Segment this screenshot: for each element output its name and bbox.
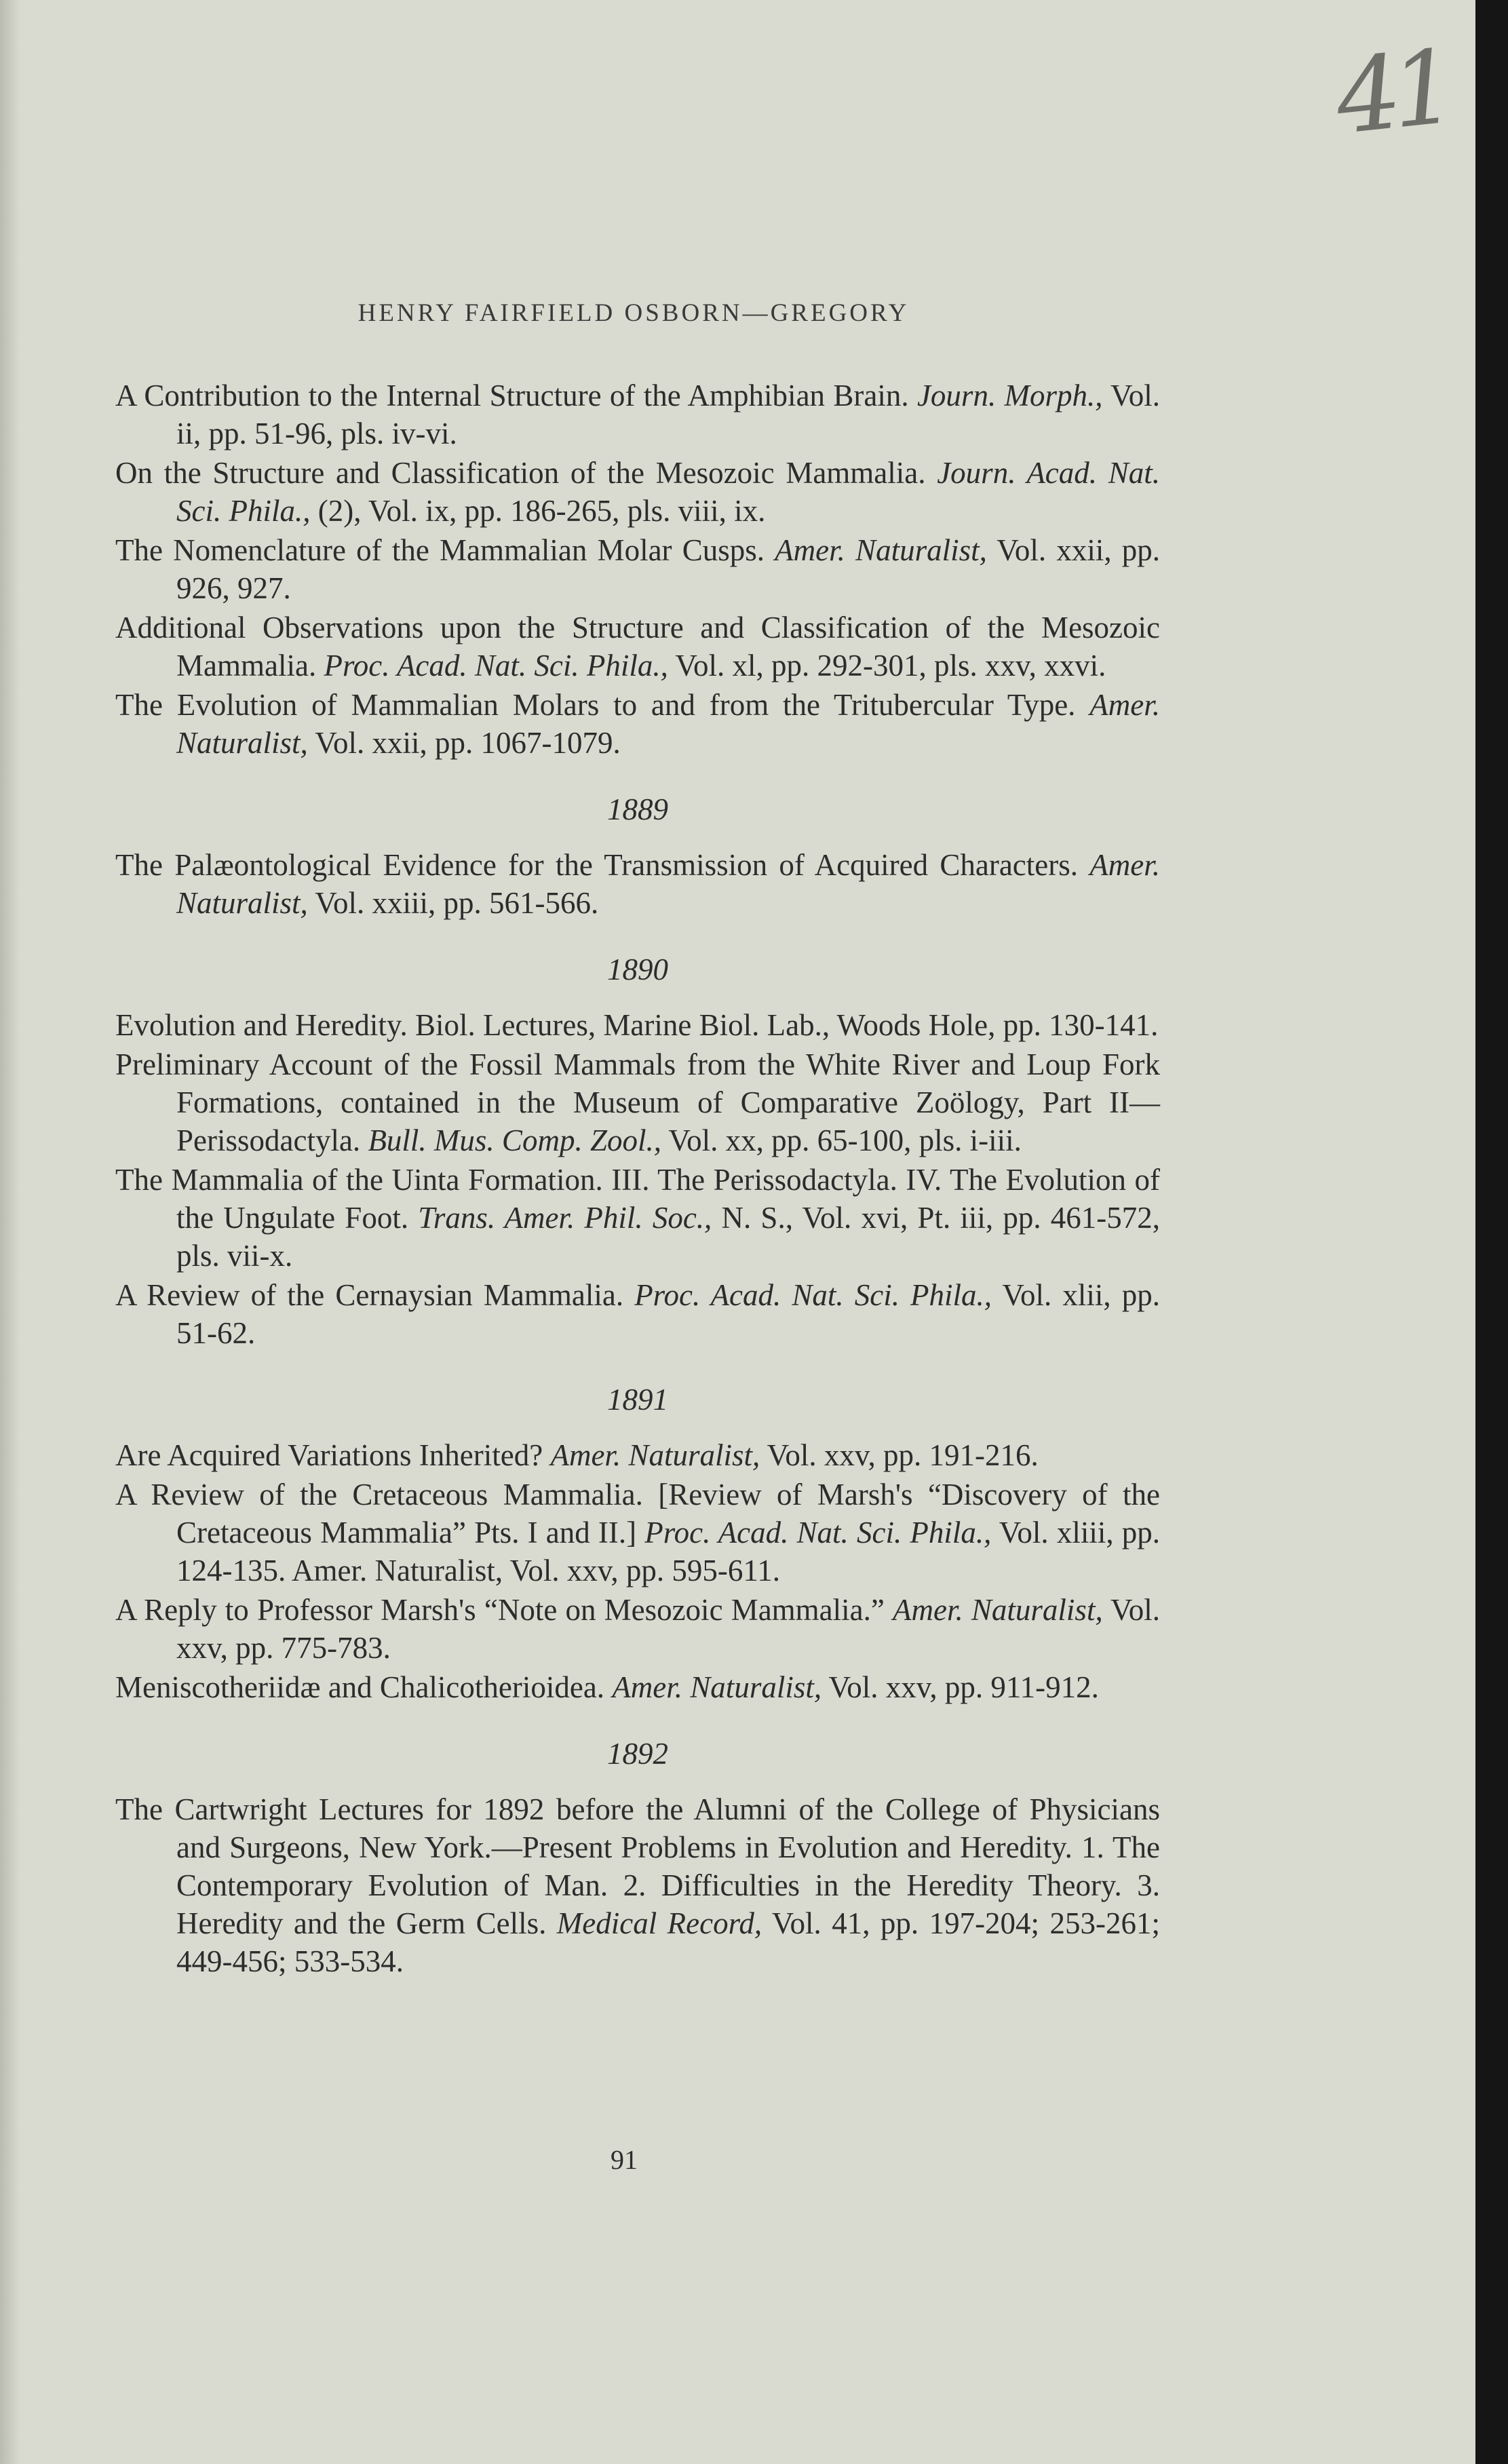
bibliography-entry: The Mammalia of the Uinta Formation. III. The Perissodactyla. IV. The Evolution of the Ungulate Foot. Trans. Amer. Phil. Soc., N. S., Vol. xvi, Pt. iii, pp. 461-572, pls. vii-x. [115, 1163, 1160, 1273]
year-heading: 1892 [607, 1737, 668, 1771]
section-1889 [115, 790, 1160, 922]
section-1892 [115, 1735, 1160, 1980]
page-gutter-shadow [0, 0, 20, 2464]
bibliography-entry: Additional Observations upon the Structure and Classification of the Mesozoic Mammalia. Proc. Acad. Nat. Sci. Phila., Vol. xl, pp. 292-301, pls. xxv, xxvi. [115, 611, 1160, 682]
section-unlabeled [115, 377, 1160, 762]
year-heading: 1891 [607, 1383, 668, 1417]
bibliography-entry: The Palæontological Evidence for the Transmission of Acquired Characters. Amer. Naturalist, Vol. xxiii, pp. 561-566. [115, 848, 1160, 920]
bibliography-entry: A Contribution to the Internal Structure of the Amphibian Brain. Journ. Morph., Vol. ii, pp. 51-96, pls. iv-vi. [115, 379, 1161, 450]
bibliography-entry: The Nomenclature of the Mammalian Molar Cusps. Amer. Naturalist, Vol. xxii, pp. 926, 927. [115, 533, 1160, 605]
bibliography-entry: On the Structure and Classification of the Mesozoic Mammalia. Journ. Acad. Nat. Sci. Phila., (2), Vol. ix, pp. 186-265, pls. viii, ix. [115, 456, 1160, 528]
page-number: 91 [611, 2144, 638, 2175]
bibliography-entry: A Reply to Professor Marsh's “Note on Mesozoic Mammalia.” Amer. Naturalist, Vol. xxv, pp. 775-783. [115, 1593, 1160, 1665]
year-heading: 1890 [607, 952, 668, 986]
bibliography-entry: Are Acquired Variations Inherited? Amer. Naturalist, Vol. xxv, pp. 191-216. [115, 1438, 1039, 1472]
bibliography-entry: Evolution and Heredity. Biol. Lectures, Marine Biol. Lab., Woods Hole, pp. 130-141. [115, 1008, 1159, 1042]
bibliography-entry: The Cartwright Lectures for 1892 before the Alumni of the College of Physicians and Surgeons, New York.—Present Problems in Evolution and Heredity. 1. The Contemporary Evolution of Man. 2. Difficulties in the Heredity Theory. 3. Heredity and the Germ Cells. Medical Record, Vol. 41, pp. 197-204; 253-261; 449-456; 533-534. [115, 1792, 1160, 1978]
handwritten-folio-mark: 41 [1330, 28, 1453, 158]
year-heading: 1889 [607, 792, 668, 826]
bibliography-entry: The Evolution of Mammalian Molars to and from the Tritubercular Type. Amer. Naturalist, Vol. xxii, pp. 1067-1079. [115, 688, 1160, 760]
bibliography-entry: A Review of the Cretaceous Mammalia. [Review of Marsh's “Discovery of the Cretaceous Mammalia” Pts. I and II.] Proc. Acad. Nat. Sci. Phila., Vol. xliii, pp. 124-135. Amer. Naturalist, Vol. xxv, pp. 595-611. [115, 1478, 1160, 1587]
bibliography-content [115, 377, 1160, 1982]
bibliography-entry: Meniscotheriidæ and Chalicotherioidea. Amer. Naturalist, Vol. xxv, pp. 911-912. [115, 1670, 1099, 1704]
section-1890 [115, 950, 1160, 1352]
running-head: HENRY FAIRFIELD OSBORN—GREGORY [357, 299, 910, 327]
page-edge-shadow [1475, 0, 1508, 2464]
bibliography-entry: Preliminary Account of the Fossil Mammals from the White River and Loup Fork Formations, contained in the Museum of Comparative Zoölogy, Part II—Perissodactyla. Bull. Mus. Comp. Zool., Vol. xx, pp. 65-100, pls. i-iii. [115, 1047, 1160, 1157]
section-1891 [115, 1381, 1160, 1706]
bibliography-entry: A Review of the Cernaysian Mammalia. Proc. Acad. Nat. Sci. Phila., Vol. xlii, pp. 51-62. [115, 1278, 1161, 1350]
